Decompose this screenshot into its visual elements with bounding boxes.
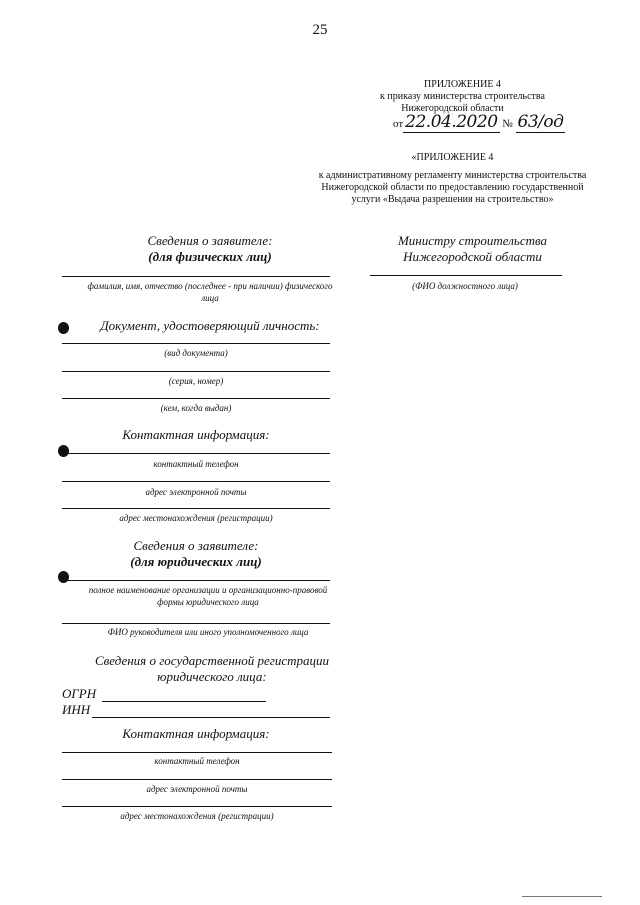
contacts-physical-phone-caption: контактный телефон bbox=[153, 459, 239, 469]
contacts-legal-address-caption: адрес местонахождения (регистрации) bbox=[120, 811, 274, 821]
contacts-legal-title: Контактная информация: bbox=[122, 726, 270, 741]
addressee-title-2: Нижегородской области bbox=[403, 249, 542, 264]
order-line-2: Нижегородской области bbox=[401, 103, 504, 114]
contacts-physical-address-caption: адрес местонахождения (регистрации) bbox=[119, 513, 273, 523]
contacts-legal-email-caption: адрес электронной почты bbox=[146, 784, 248, 794]
addressee-name-line bbox=[370, 275, 562, 276]
legal-name-line bbox=[62, 580, 330, 581]
registration-title-2: юридического лица: bbox=[157, 669, 267, 684]
contacts-physical-email-caption: адрес электронной почты bbox=[145, 487, 247, 497]
identity-type-line bbox=[62, 343, 330, 344]
addressee-title-1: Министру строительства bbox=[397, 233, 548, 248]
inn-label: ИНН bbox=[62, 702, 91, 717]
annex-title: «ПРИЛОЖЕНИЕ 4 bbox=[411, 152, 494, 163]
physical-applicant-subtitle: (для физических лиц) bbox=[148, 249, 272, 264]
order-line-1: к приказу министерства строительства bbox=[380, 91, 545, 102]
inn-field[interactable] bbox=[92, 717, 330, 718]
contacts-physical-phone-line bbox=[62, 453, 330, 454]
scan-artifact-line bbox=[522, 896, 602, 897]
identity-series-caption: (серия, номер) bbox=[168, 376, 224, 386]
annex-line-3: услуги «Выдача разрешения на строительство» bbox=[351, 194, 554, 205]
order-date-value: 22.04.2020 bbox=[405, 112, 498, 132]
contacts-legal-email-line bbox=[62, 779, 332, 780]
identity-type-caption: (вид документа) bbox=[164, 348, 228, 358]
ogrn-field[interactable] bbox=[102, 701, 266, 702]
contacts-legal-phone-line bbox=[62, 752, 332, 753]
legal-applicant-subtitle: (для юридических лиц) bbox=[130, 554, 262, 569]
legal-applicant-title: Сведения о заявителе: bbox=[133, 538, 259, 553]
contacts-legal-address-line bbox=[62, 806, 332, 807]
order-number-prefix: № bbox=[502, 118, 513, 130]
contacts-physical-address-line bbox=[62, 508, 330, 509]
contacts-legal-phone-caption: контактный телефон bbox=[154, 756, 240, 766]
identity-series-line bbox=[62, 371, 330, 372]
identity-issued-caption: (кем, когда выдан) bbox=[160, 403, 232, 413]
order-number-value: 63/од bbox=[517, 112, 564, 132]
annex-line-2: Нижегородской области по предоставлению государственной bbox=[321, 182, 584, 193]
ogrn-label: ОГРН bbox=[62, 686, 97, 701]
scan-mark bbox=[58, 571, 69, 583]
scan-mark bbox=[58, 445, 69, 457]
contacts-physical-title: Контактная информация: bbox=[122, 427, 270, 442]
order-date-line bbox=[393, 112, 565, 133]
legal-name-caption-1: полное наименование организации и организационно-правовой bbox=[88, 585, 328, 595]
registration-title-1: Сведения о государственной регистрации bbox=[94, 653, 330, 668]
identity-issued-line bbox=[62, 398, 330, 399]
contacts-physical-email-line bbox=[62, 481, 330, 482]
page-number: 25 bbox=[312, 22, 328, 38]
order-date-prefix: от bbox=[393, 118, 404, 130]
addressee-caption: (ФИО должностного лица) bbox=[412, 281, 518, 291]
physical-applicant-title: Сведения о заявителе: bbox=[147, 233, 273, 248]
annex-line-1: к административному регламенту министерства строительства bbox=[318, 170, 587, 181]
physical-name-caption-1: фамилия, имя, отчество (последнее - при наличии) физического bbox=[87, 281, 333, 291]
physical-name-caption-2: лица bbox=[201, 293, 219, 303]
order-title: ПРИЛОЖЕНИЕ 4 bbox=[424, 79, 501, 90]
legal-head-line bbox=[62, 623, 330, 624]
legal-name-caption-2: формы юридического лица bbox=[157, 597, 259, 607]
legal-head-caption: ФИО руководителя или иного уполномоченного лица bbox=[107, 627, 309, 637]
physical-name-line bbox=[62, 276, 330, 277]
scan-mark bbox=[58, 322, 69, 334]
identity-doc-title: Документ, удостоверяющий личность: bbox=[100, 318, 320, 333]
